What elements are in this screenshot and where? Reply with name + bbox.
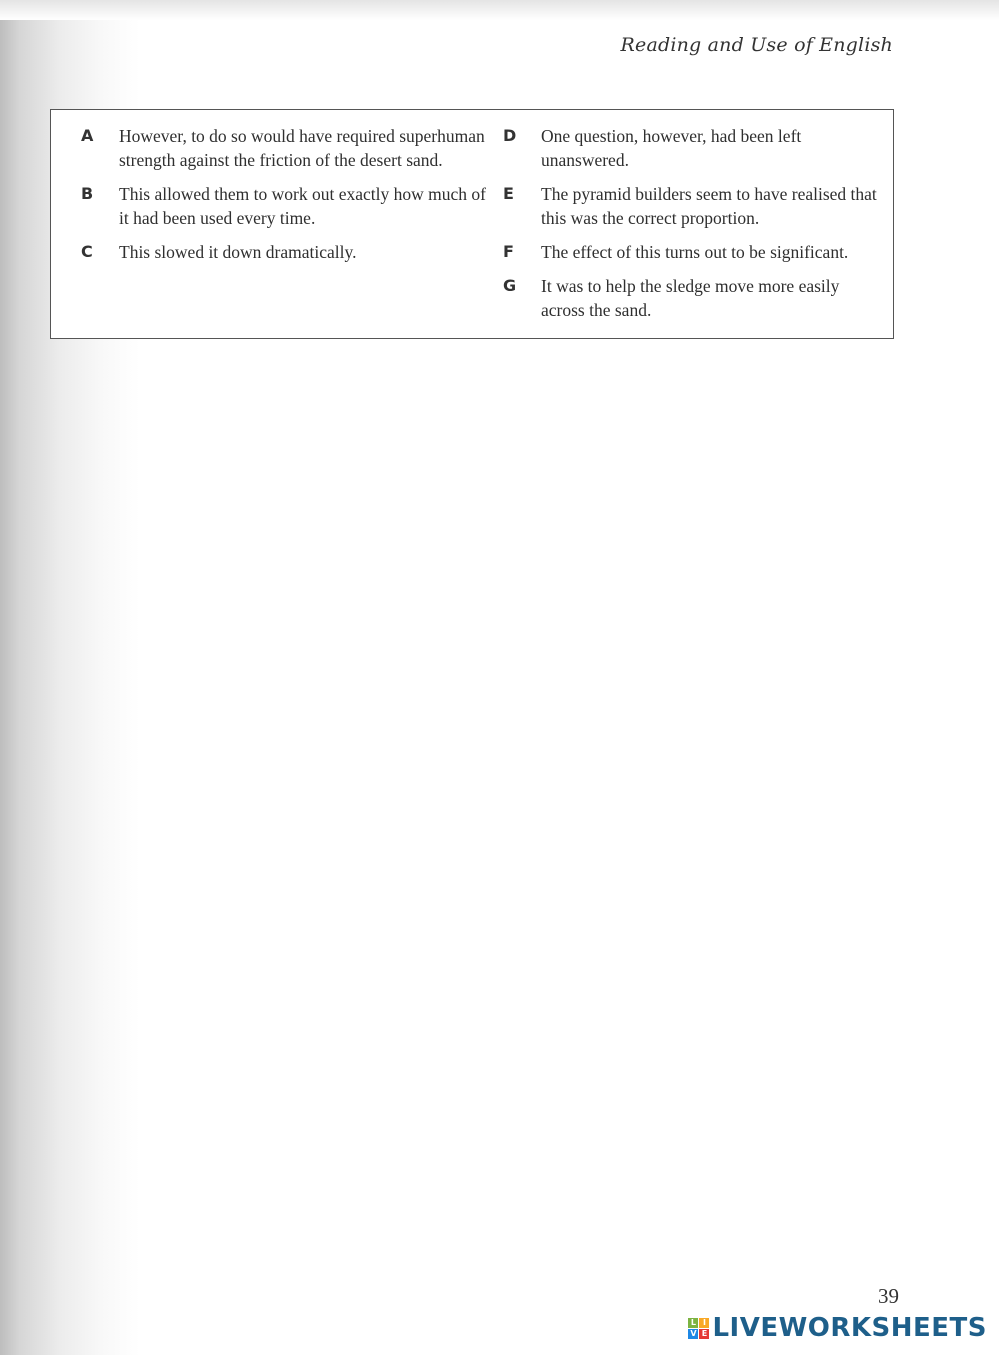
- liveworksheets-logo-icon: [688, 1318, 709, 1339]
- page-number: 39: [878, 1284, 899, 1308]
- option-text: The effect of this turns out to be significant.: [541, 242, 849, 262]
- options-box: [50, 109, 894, 339]
- brand-text: LIVEWORKSHEETS: [712, 1313, 987, 1343]
- option-letter: F: [503, 242, 514, 261]
- option-d: [503, 124, 883, 172]
- option-text: This slowed it down dramatically.: [119, 242, 357, 262]
- option-letter: B: [81, 184, 94, 203]
- option-letter: E: [503, 184, 514, 203]
- page-top-shadow: [0, 0, 999, 20]
- option-text: This allowed them to work out exactly how much of it had been used every time.: [119, 184, 486, 228]
- option-f: [503, 240, 883, 264]
- option-text: However, to do so would have required superhuman strength against the friction of the desert sand.: [119, 126, 485, 170]
- logo-tile: V: [690, 1328, 697, 1338]
- option-letter: G: [503, 276, 517, 295]
- option-c: [81, 240, 491, 264]
- option-a: [81, 124, 491, 172]
- logo-tile: E: [699, 1329, 709, 1339]
- options-column-right: [503, 124, 883, 332]
- option-text: It was to help the sledge move more easily across the sand.: [541, 276, 840, 320]
- logo-tile: L: [688, 1318, 698, 1328]
- option-letter: C: [81, 242, 93, 261]
- options-column-left: [81, 124, 491, 274]
- option-letter: D: [503, 126, 517, 145]
- running-head: Reading and Use of English: [620, 34, 893, 56]
- option-text: One question, however, had been left unanswered.: [541, 126, 802, 170]
- logo-tile: I: [699, 1318, 709, 1328]
- option-letter: A: [81, 126, 94, 145]
- option-text: The pyramid builders seem to have realised that this was the correct proportion.: [541, 184, 877, 228]
- option-g: [503, 274, 883, 322]
- option-b: [81, 182, 491, 230]
- liveworksheets-brand[interactable]: [688, 1313, 987, 1343]
- option-e: [503, 182, 883, 230]
